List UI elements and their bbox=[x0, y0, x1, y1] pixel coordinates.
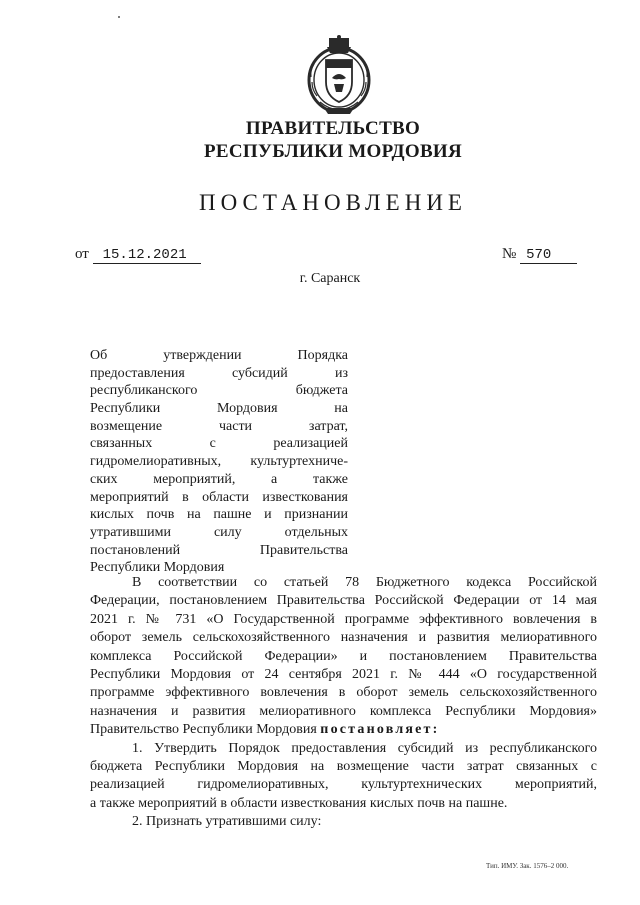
subject-line: связанных с реализацией bbox=[90, 436, 348, 452]
preamble-line: комплекса Российской Федерации» и постановлением Правительства bbox=[90, 648, 597, 664]
preamble-line: назначения и развития мелиоративного комплекса Республики Мордовия» bbox=[90, 703, 597, 719]
city-line: г. Саранск bbox=[299, 271, 361, 286]
subject-line: гидромелиоративных, культуртехниче- bbox=[90, 454, 348, 470]
item2-line: 2. Признать утратившими силу: bbox=[132, 814, 322, 830]
scan-speck bbox=[118, 16, 120, 18]
item1-line: реализацией гидромелиоративных, культуртехнических мероприятий, bbox=[90, 777, 597, 793]
preamble-line: 2021 г. № 731 «О Государственной программе эффективного вовлечения в bbox=[90, 611, 597, 627]
document-date bbox=[75, 246, 201, 264]
subject-line: постановлений Правительства bbox=[90, 542, 348, 558]
preamble-line: В соответствии со статьей 78 Бюджетного кодекса Российской bbox=[132, 575, 597, 590]
preamble-line: Республики Мордовия от 24 сентября 2021 г. № 444 «О государственной bbox=[90, 666, 597, 682]
item1-line: а также мероприятий в области известкования кислых почв на пашне. bbox=[90, 795, 508, 811]
subject-line: мероприятий в области известкования bbox=[90, 489, 348, 505]
number-value: 570 bbox=[520, 248, 577, 264]
subject-line: Об утверждении Порядка bbox=[90, 348, 348, 363]
print-mark: Тип. ИМУ. Зак. 1576–2 000. bbox=[486, 862, 569, 870]
document-subject bbox=[90, 347, 348, 577]
preamble-final-line bbox=[90, 721, 597, 739]
date-value: 15.12.2021 bbox=[93, 248, 201, 264]
preamble-final-text: Правительство Республики Мордовия bbox=[90, 722, 321, 738]
government-subtitle: РЕСПУБЛИКИ МОРДОВИЯ bbox=[203, 141, 463, 162]
subject-line: ских мероприятий, а также bbox=[90, 471, 348, 487]
subject-line: предоставления субсидий из bbox=[90, 365, 348, 381]
document-type-heading: ПОСТАНОВЛЕНИЕ bbox=[199, 190, 467, 215]
coat-of-arms-emblem bbox=[296, 34, 382, 122]
document-body bbox=[90, 574, 597, 831]
preamble-line: программе эффективного вовлечения в оборот земель сельскохозяйственного bbox=[90, 685, 597, 701]
subject-line: утратившими силу отдельных bbox=[90, 524, 348, 540]
subject-line: возмещение части затрат, bbox=[90, 418, 348, 434]
subject-line: Республики Мордовия на bbox=[90, 401, 348, 417]
government-title: ПРАВИТЕЛЬСТВО bbox=[245, 118, 421, 139]
date-prefix: от bbox=[75, 246, 89, 262]
item1-line: бюджета Республики Мордовия на возмещение части затрат связанных с bbox=[90, 758, 597, 774]
subject-line: Республики Мордовия bbox=[90, 560, 225, 576]
document-number bbox=[502, 246, 577, 264]
subject-line: республиканского бюджета bbox=[90, 383, 348, 399]
subject-line: кислых почв на пашне и признании bbox=[90, 507, 348, 523]
decree-word: постановляет: bbox=[320, 722, 440, 738]
item1-line: 1. Утвердить Порядок предоставления субсидий из республиканского bbox=[132, 740, 597, 756]
preamble-line: Федерации, постановлением Правительства Российской Федерации от 14 мая bbox=[90, 593, 597, 609]
number-prefix: № bbox=[502, 246, 517, 262]
preamble-line: оборот земель сельскохозяйственного назначения и развития мелиоративного bbox=[90, 630, 597, 646]
